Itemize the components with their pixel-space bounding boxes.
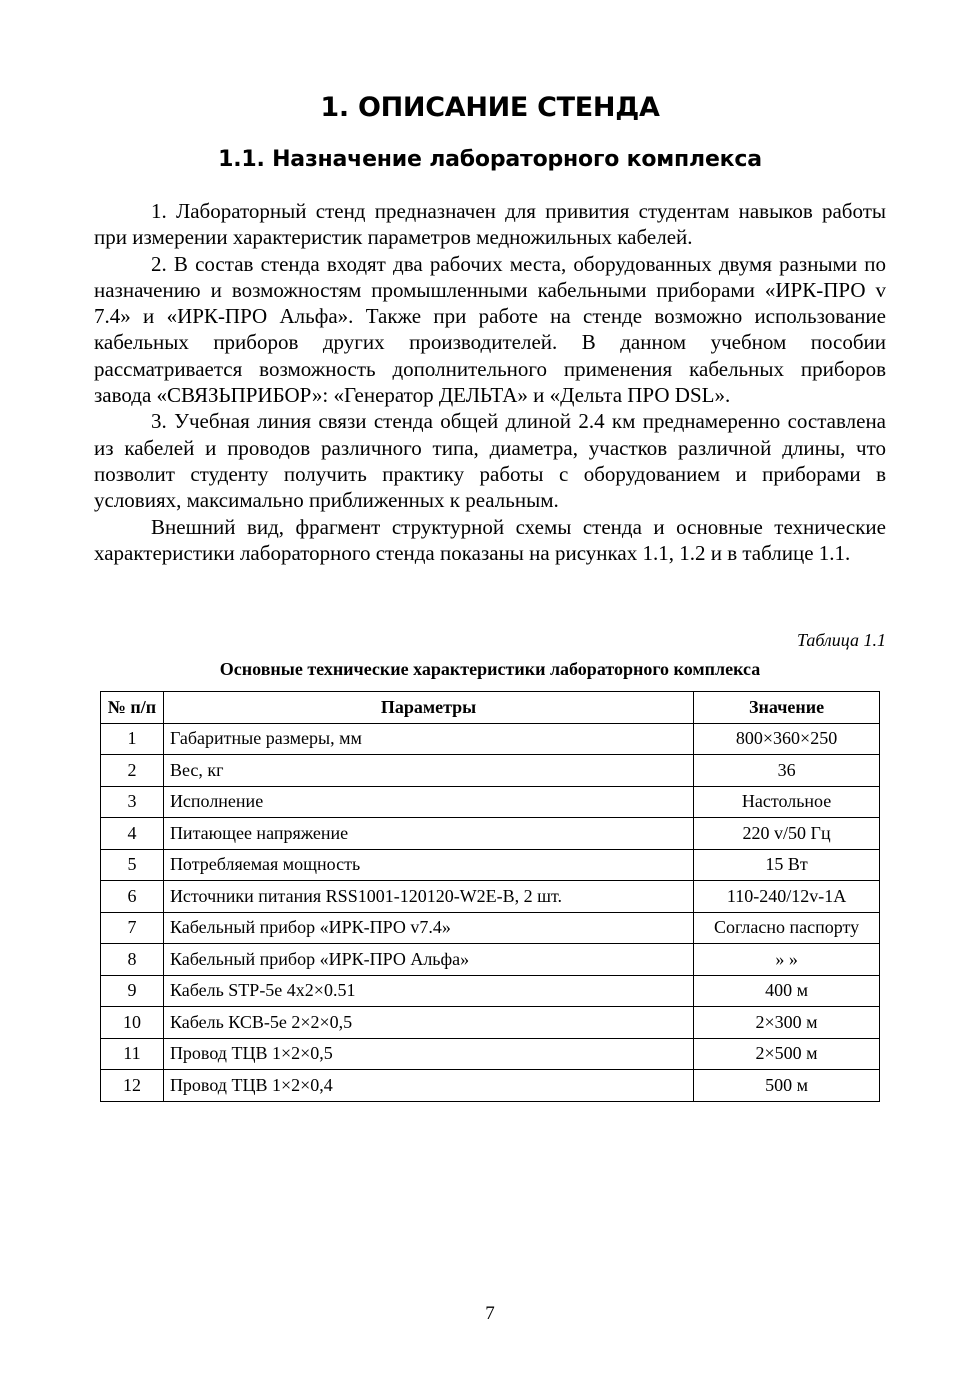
row-number-cell: 10 — [101, 1007, 164, 1039]
row-number-cell: 2 — [101, 755, 164, 787]
row-number-cell: 6 — [101, 881, 164, 913]
row-value-cell: 2×500 м — [694, 1038, 880, 1070]
header-parameters: Параметры — [163, 692, 693, 724]
table-row — [101, 755, 880, 787]
row-parameter-cell: Потребляемая мощность — [163, 849, 693, 881]
row-parameter-cell: Провод ТЦВ 1×2×0,4 — [163, 1070, 693, 1102]
row-number-cell: 7 — [101, 912, 164, 944]
row-value-cell: 400 м — [694, 975, 880, 1007]
row-value-cell: 500 м — [694, 1070, 880, 1102]
table-row — [101, 786, 880, 818]
row-number-cell: 1 — [101, 723, 164, 755]
row-value-cell: 110-240/12v-1A — [694, 881, 880, 913]
row-parameter-cell: Габаритные размеры, мм — [163, 723, 693, 755]
row-parameter-cell: Кабель STP-5e 4x2×0.51 — [163, 975, 693, 1007]
table-row — [101, 849, 880, 881]
row-number-cell: 3 — [101, 786, 164, 818]
table-row — [101, 912, 880, 944]
row-value-cell: Согласно паспорту — [694, 912, 880, 944]
row-number-cell: 8 — [101, 944, 164, 976]
row-parameter-cell: Кабель КСВ-5е 2×2×0,5 — [163, 1007, 693, 1039]
body-text — [94, 198, 886, 566]
section-title: 1.1. Назначение лабораторного комплекса — [218, 147, 762, 172]
table-row — [101, 818, 880, 850]
table-row — [101, 881, 880, 913]
chapter-title: 1. ОПИСАНИЕ СТЕНДА — [320, 92, 660, 123]
row-number-cell: 4 — [101, 818, 164, 850]
row-value-cell: 36 — [694, 755, 880, 787]
row-number-cell: 11 — [101, 1038, 164, 1070]
row-parameter-cell: Исполнение — [163, 786, 693, 818]
row-parameter-cell: Кабельный прибор «ИРК-ПРО v7.4» — [163, 912, 693, 944]
row-value-cell: 2×300 м — [694, 1007, 880, 1039]
paragraph-1: 1. Лабораторный стенд предназначен для привития студентам навыков работы при измерении характеристик параметров медножильных кабелей. — [94, 199, 886, 250]
row-parameter-cell: Кабельный прибор «ИРК-ПРО Альфа» — [163, 944, 693, 976]
table-row — [101, 1038, 880, 1070]
table-row — [101, 944, 880, 976]
table-row — [101, 975, 880, 1007]
row-value-cell: » » — [694, 944, 880, 976]
row-value-cell: Настольное — [694, 786, 880, 818]
page-number: 7 — [485, 1303, 495, 1324]
row-value-cell: 220 v/50 Гц — [694, 818, 880, 850]
row-parameter-cell: Вес, кг — [163, 755, 693, 787]
table-title: Основные технические характеристики лабораторного комплекса — [219, 659, 761, 679]
paragraph-4: Внешний вид, фрагмент структурной схемы стенда и основные технические характеристики лабораторного стенда показаны на рисунках 1.1, 1.2 и в таблице 1.1. — [94, 514, 886, 565]
table-row — [101, 1070, 880, 1102]
row-value-cell: 15 Вт — [694, 849, 880, 881]
header-value: Значение — [694, 692, 880, 724]
header-number: № п/п — [101, 692, 164, 724]
table-caption: Таблица 1.1 — [796, 630, 886, 650]
table-body — [101, 723, 880, 1101]
paragraph-3: 3. Учебная линия связи стенда общей длиной 2.4 км преднамеренно составлена из кабелей и проводов различного типа, диаметра, участков различной длины, что позволит студенту получить практику работы с оборудованием и приборами в условиях, максимально приближенных к реальным. — [94, 409, 886, 513]
table-row — [101, 1007, 880, 1039]
table-header-row — [101, 692, 880, 724]
row-parameter-cell: Питающее напряжение — [163, 818, 693, 850]
row-number-cell: 9 — [101, 975, 164, 1007]
table-row — [101, 723, 880, 755]
row-number-cell: 12 — [101, 1070, 164, 1102]
row-number-cell: 5 — [101, 849, 164, 881]
row-parameter-cell: Источники питания RSS1001-120120-W2E-B, 2 шт. — [163, 881, 693, 913]
row-value-cell: 800×360×250 — [694, 723, 880, 755]
paragraph-2: 2. В состав стенда входят два рабочих места, оборудованных двумя разными по назначению и возможностям промышленными кабельными приборами «ИРК-ПРО v 7.4» и «ИРК-ПРО Альфа». Также при работе на стенде возможно использование кабельных приборов других производителей. В данном учебном пособии рассматривается возможность дополнительного применения кабельных приборов завода «СВЯЗЬПРИБОР»: «Генератор ДЕЛЬТА» и «Дельта ПРО DSL». — [94, 251, 886, 408]
specifications-table — [100, 691, 880, 1102]
row-parameter-cell: Провод ТЦВ 1×2×0,5 — [163, 1038, 693, 1070]
